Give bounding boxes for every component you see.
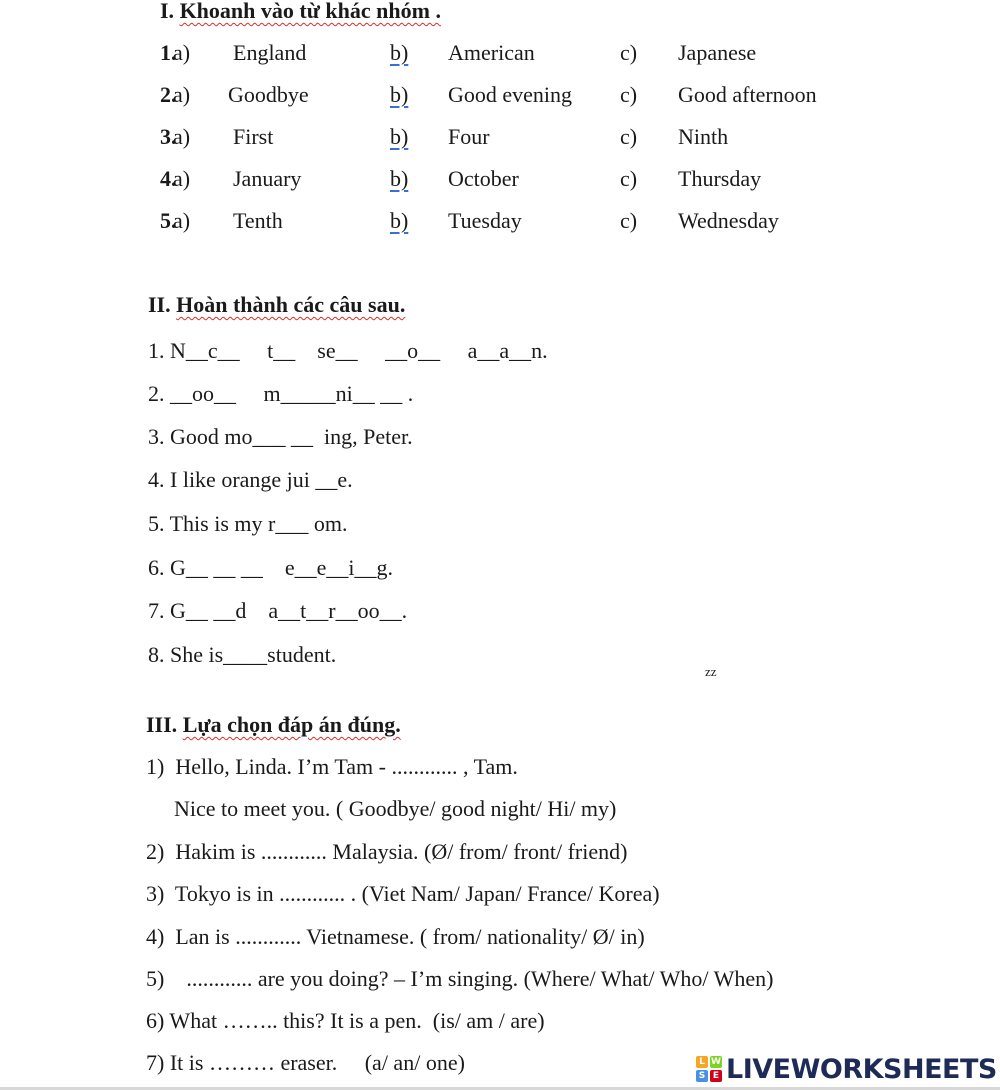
option-b-word[interactable]: American: [448, 40, 535, 65]
row-number: 3.: [160, 124, 177, 149]
option-c-label: c): [620, 208, 638, 233]
option-c-word[interactable]: Thursday: [678, 166, 762, 191]
logo-icon: [696, 1056, 722, 1082]
option-a-word[interactable]: January: [233, 166, 302, 191]
stray-mark: zz: [705, 664, 717, 679]
option-b-word[interactable]: Tuesday: [448, 208, 522, 233]
logo-tile: W: [711, 1057, 721, 1067]
section1-heading: I. Khoanh vào từ khác nhóm .: [160, 0, 441, 23]
logo-tile: L: [696, 1056, 708, 1068]
question-line[interactable]: 7) It is ……… eraser. (a/ an/ one): [146, 1050, 465, 1075]
fill-in-line[interactable]: 4. I like orange jui __e.: [148, 467, 353, 492]
logo-tile: S: [696, 1070, 708, 1082]
option-b-label[interactable]: b): [390, 166, 409, 191]
option-a-label: a): [173, 166, 191, 191]
option-c-label: c): [620, 40, 638, 65]
logo-text: LIVEWORKSHEETS: [726, 1053, 997, 1085]
option-a-label: a): [173, 40, 191, 65]
question-line[interactable]: 2) Hakim is ............ Malaysia. (Ø/ from/ front/ friend): [146, 839, 628, 864]
question-line[interactable]: 4) Lan is ............ Vietnamese. ( from/ nationality/ Ø/ in): [146, 924, 645, 949]
option-a-word[interactable]: Tenth: [233, 208, 283, 233]
option-b-label[interactable]: b): [390, 40, 409, 65]
question-line[interactable]: 3) Tokyo is in ............ . (Viet Nam/ Japan/ France/ Korea): [146, 881, 660, 906]
row-number: 5.: [160, 208, 177, 233]
option-b-word[interactable]: Good evening: [448, 82, 573, 107]
option-c-word[interactable]: Wednesday: [678, 208, 779, 233]
option-a-word[interactable]: Goodbye: [228, 82, 309, 107]
section1-title: Khoanh vào từ khác nhóm .: [179, 0, 441, 23]
option-c-label: c): [620, 82, 638, 107]
fill-in-line[interactable]: 5. This is my r___ om.: [148, 511, 348, 536]
logo-tile: E: [710, 1070, 722, 1082]
option-c-label: c): [620, 166, 638, 191]
fill-in-line[interactable]: 8. She is____student.: [148, 642, 337, 667]
fill-in-line[interactable]: 2. __oo__ m_____ni__ __ .: [148, 381, 414, 406]
option-b-label[interactable]: b): [390, 82, 409, 107]
question-line[interactable]: Nice to meet you. ( Goodbye/ good night/ Hi/ my): [174, 796, 617, 821]
option-a-word[interactable]: England: [233, 40, 307, 65]
fill-in-line[interactable]: 1. N__c__ t__ se__ __o__ a__a__n.: [148, 338, 548, 363]
question-line[interactable]: 5) ............ are you doing? – I’m singing. (Where/ What/ Who/ When): [146, 966, 774, 991]
row-number: 2.: [160, 82, 177, 107]
section3-heading: III. Lựa chọn đáp án đúng.: [146, 712, 401, 737]
option-a-label: a): [173, 124, 191, 149]
fill-in-line[interactable]: 6. G__ __ __ e__e__i__g.: [148, 555, 394, 580]
question-line[interactable]: 1) Hello, Linda. I’m Tam - ............ , Tam.: [146, 754, 518, 779]
option-b-word[interactable]: October: [448, 166, 519, 191]
row-number: 1.: [160, 40, 177, 65]
question-line[interactable]: 6) What …….. this? It is a pen. (is/ am / are): [146, 1008, 545, 1033]
section2-heading: II. Hoàn thành các câu sau.: [148, 292, 406, 317]
section2-title: Hoàn thành các câu sau.: [176, 292, 406, 317]
option-c-label: c): [620, 124, 638, 149]
option-b-label[interactable]: b): [390, 208, 409, 233]
option-b-word[interactable]: Four: [448, 124, 490, 149]
option-c-word[interactable]: Japanese: [678, 40, 757, 65]
option-a-label: a): [173, 82, 191, 107]
option-b-label[interactable]: b): [390, 124, 409, 149]
liveworksheets-logo[interactable]: [696, 1052, 997, 1086]
fill-in-line[interactable]: 7. G__ __d a__t__r__oo__.: [148, 598, 408, 623]
option-c-word[interactable]: Good afternoon: [678, 82, 817, 107]
option-c-word[interactable]: Ninth: [678, 124, 729, 149]
fill-in-line[interactable]: 3. Good mo___ __ ing, Peter.: [148, 424, 413, 449]
row-number: 4.: [160, 166, 177, 191]
section3-title: Lựa chọn đáp án đúng.: [182, 712, 401, 737]
option-a-label: a): [173, 208, 191, 233]
option-a-word[interactable]: First: [233, 124, 274, 149]
